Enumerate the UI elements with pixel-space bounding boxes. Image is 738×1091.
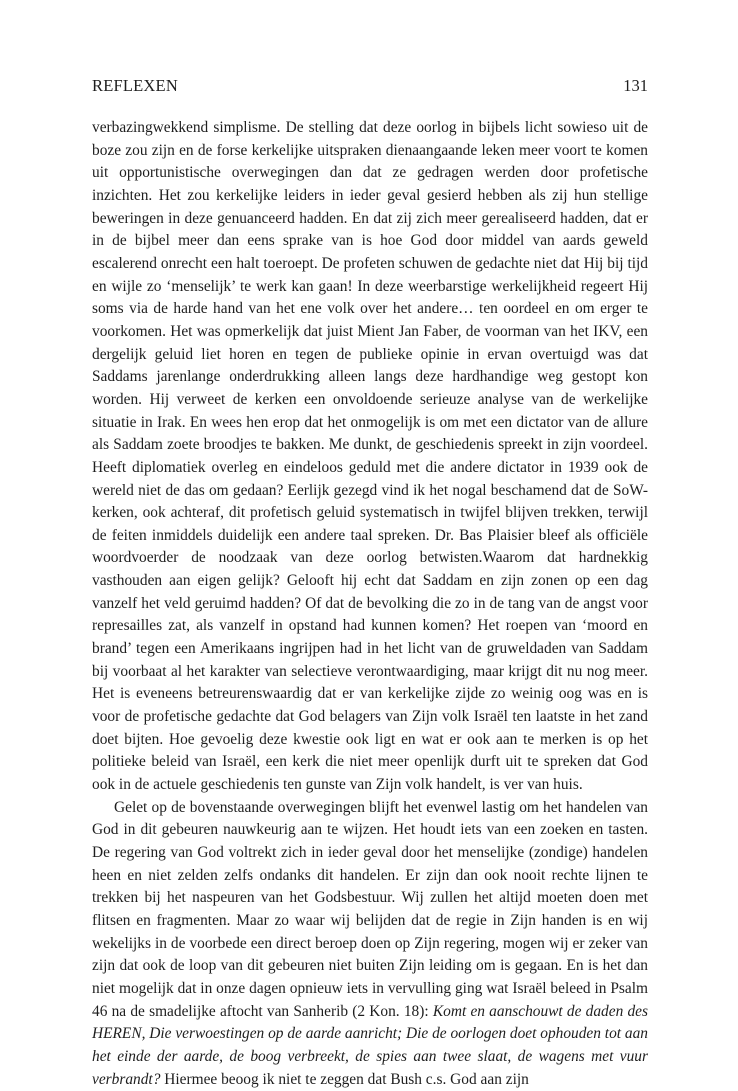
body-text — [92, 117, 648, 1091]
page-number: 131 — [623, 76, 648, 95]
psalm-quote: Komt en aanschouwt de daden des HEREN, Die verwoestingen op de aarde aanricht; Die de oorlogen doet ophouden tot aan het einde der aarde, de boog verbreekt, de spies aan twee slaat, de wagens met vuur verbrandt? — [92, 1002, 649, 1088]
paragraph-2 — [92, 797, 648, 1091]
paragraph-2-text: Gelet op de bovenstaande overwegingen blijft het evenwel lastig om het handelen van God in dit gebeuren nauwkeurig aan te wijzen. Het houdt iets van een zoeken en tasten. De regering van God voltrekt zich in ieder geval door het menselijke (zondige) handelen heen en niet zelden zelfs ondanks dit handelen. Er zijn dan ook nooit rechte lijnen te trekken bij het naspeuren van het Godsbestuur. Wij zullen het altijd moeten doen met flitsen en fragmenten. Maar zo waar wij belijden dat de regie in Zijn handen is en wij wekelijks in de voorbede een direct beroep doen op Zijn regering, mogen wij er zeker van zijn dat ook de loop van dit gebeuren niet buiten Zijn leiding om is gegaan. En is het dan niet mogelijk dat in onze dagen opnieuw iets in vervulling ging wat Israël beleed in Psalm 46 na de smadelijke aftocht van Sanherib (2 Kon. 18): — [92, 798, 648, 1020]
paragraph-2-continuation: Hiermee beoog ik niet te zeggen dat Bush c.s. God aan zijn — [160, 1070, 529, 1088]
page-header — [92, 76, 648, 100]
paragraph-1: verbazingwekkend simplisme. De stelling dat deze oorlog in bijbels licht sowieso uit de boze zou zijn en de forse kerkelijke uitspraken dienaangaande leken meer voort te komen uit opportunistische overwegingen dan dat ze gedragen werden door profetische inzichten. Het zou kerkelijke leiders in ieder geval gesierd hebben als zij hun stellige beweringen in deze genuanceerd hadden. En dat zij zich meer gerealiseerd hadden, dat er in de bijbel meer dan eens sprake van is hoe God door middel van aards geweld escalerend onrecht een halt toeroept. De profeten schuwen de gedachte niet dat Hij bij tijd en wijle zo ‘menselijk’ te werk kan gaan! In deze weerbarstige werkelijkheid regeert Hij soms via de harde hand van het ene volk over het andere… ten oordeel en om erger te voorkomen. Het was opmerkelijk dat juist Mient Jan Faber, de voorman van het IKV, een dergelijk geluid liet horen en tegen de publieke opinie in ervan overtuigd was dat Saddams jarenlange onderdrukking alleen langs deze hardhandige weg gestopt kon worden. Hij verweet de kerken een onvoldoende serieuze analyse van de werkelijke situatie in Irak. En wees hen erop dat het onmogelijk is om met een dictator van de allure als Saddam zoete broodjes te bakken. Me dunkt, de geschiedenis spreekt in zijn voordeel. Heeft diplomatiek overleg en eindeloos geduld met die andere dictator in 1939 ook de wereld niet de das om gedaan? Eerlijk gezegd vind ik het nogal beschamend dat de SoW-kerken, ook achteraf, dit profetisch geluid systematisch in twijfel blijven trekken, terwijl de feiten inmiddels duidelijk een andere taal spreken. Dr. Bas Plaisier bleef als officiële woordvoerder de noodzaak van deze oorlog betwisten.Waarom dat hardnekkig vasthouden aan eigen gelijk? Gelooft hij echt dat Saddam en zijn zonen op een dag vanzelf het veld geruimd hadden? Of dat de bevolking die zo in de tang van de angst voor represailles zat, als vanzelf in opstand had kunnen komen? Het roepen van ‘moord en brand’ tegen een Amerikaans ingrijpen had in het licht van de gruweldaden van Saddam bij voorbaat al het karakter van selectieve verontwaardiging, maar krijgt dit nu nog meer. Het is eveneens betreurenswaardig dat er van kerkelijke zijde zo weinig oog was en is voor de profetische gedachte dat God belagers van Zijn volk Israël ten laatste in het zand doet bijten. Hoe gevoelig deze kwestie ook ligt en wat er ook aan te merken is op het politieke beleid van Israël, een kerk die niet meer openlijk durft uit te spreken dat God ook in de actuele geschiedenis ten gunste van Zijn volk handelt, is ver van huis. — [92, 119, 648, 794]
running-head: REFLEXEN — [92, 76, 178, 95]
